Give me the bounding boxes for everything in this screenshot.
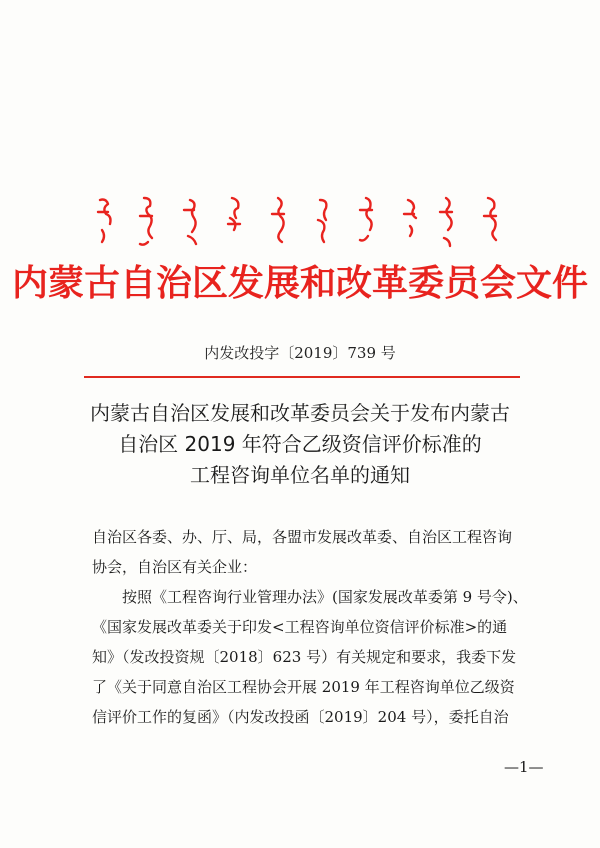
page-number: —1— [504, 758, 544, 776]
notice-body [92, 522, 528, 732]
body-line: 了《关于同意自治区工程协会开展 2019 年工程咨询单位乙级资 [92, 678, 515, 696]
notice-title [0, 398, 600, 491]
body-line: 信评价工作的复函》（内发改投函〔2019〕204 号），委托自治 [92, 708, 509, 726]
body-line: 协会，自治区有关企业： [92, 558, 258, 576]
issuing-authority-title: 内蒙古自治区发展和改革委员会文件 [11, 263, 588, 304]
notice-title-line: 工程咨询单位名单的通知 [190, 463, 410, 487]
body-line: 《国家发展改革委关于印发<工程咨询单位资信评价标准>的通 [92, 618, 508, 636]
body-line: 按照《工程咨询行业管理办法》(国家发展改革委第 9 号令)、 [122, 588, 528, 606]
notice-title-line: 内蒙古自治区发展和改革委员会关于发布内蒙古 [90, 401, 510, 425]
body-line: 自治区各委、办、厅、局，各盟市发展改革委、自治区工程咨询 [92, 528, 513, 546]
body-line: 知》（发改投资规〔2018〕623 号）有关规定和要求，我委下发 [92, 648, 517, 666]
mongolian-script-header [88, 196, 518, 252]
red-divider-rule [84, 376, 520, 378]
mongolian-script-graphic [88, 196, 518, 252]
notice-title-line: 自治区 2019 年符合乙级资信评价标准的 [118, 432, 482, 456]
document-number: 内发改投字〔2019〕739 号 [204, 344, 396, 362]
